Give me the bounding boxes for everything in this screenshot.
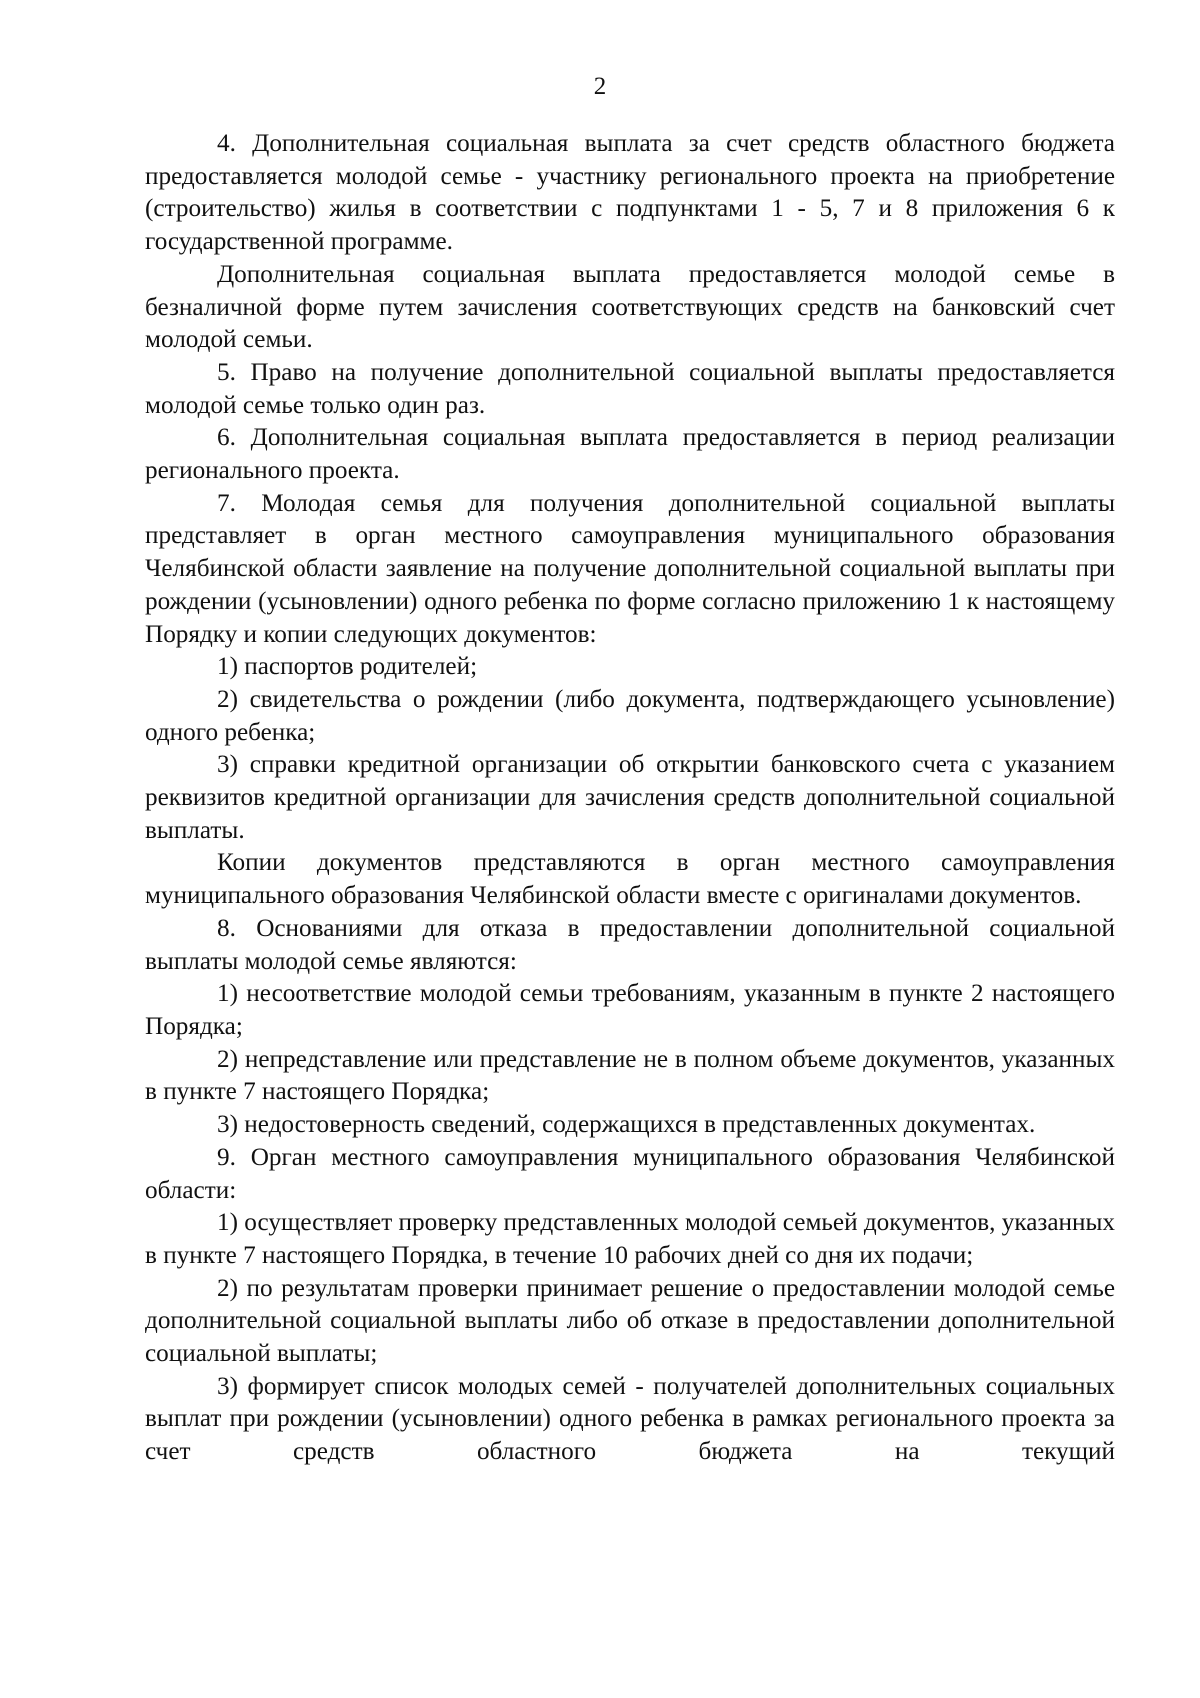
paragraph: 5. Право на получение дополнительной социальной выплаты предоставляется молодой семье только один раз. <box>145 358 1115 419</box>
paragraph: 4. Дополнительная социальная выплата за счет средств областного бюджета предоставляется молодой семье - участнику регионального проекта на приобретение (строительство) жилья в соответствии с подпунктами 1 - 5, 7 и 8 приложения 6 к государственной программе. <box>145 130 1115 256</box>
list-item: 1) осуществляет проверку представленных молодой семьей документов, указанных в пункте 7 настоящего Порядка, в течение 10 рабочих дней со дня их подачи; <box>145 1209 1115 1269</box>
list-item: 2) непредставление или представление не в полном объеме документов, указанных в пункте 7 настоящего Порядка; <box>145 1045 1115 1106</box>
paragraph: 8. Основаниями для отказа в предоставлении дополнительной социальной выплаты молодой семье являются: <box>145 914 1115 975</box>
list-item: 2) по результатам проверки принимает решение о предоставлении молодой семье дополнительной социальной выплаты либо об отказе в предоставлении дополнительной социальной выплаты; <box>145 1274 1115 1368</box>
paragraph: 7. Молодая семья для получения дополнительной социальной выплаты представляет в орган местного самоуправления муниципального образования Челябинской области заявление на получение дополнительной социальной выплаты при рождении (усыновлении) одного ребенка по форме согласно приложению 1 к настоящему Порядку и копии следующих документов: <box>145 489 1115 648</box>
paragraph: 6. Дополнительная социальная выплата предоставляется в период реализации регионального проекта. <box>145 424 1115 485</box>
document-body <box>145 128 1115 1469</box>
page-number: 2 <box>593 73 607 100</box>
list-item: 3) формирует список молодых семей - получателей дополнительных социальных выплат при рождении (усыновлении) одного ребенка в рамках регионального проекта за счет средств областного бюджета на текущий <box>145 1372 1115 1466</box>
list-item: 3) справки кредитной организации об открытии банковского счета с указанием реквизитов кредитной организации для зачисления средств дополнительной социальной выплаты. <box>145 751 1115 844</box>
paragraph: Копии документов представляются в орган местного самоуправления муниципального образования Челябинской области вместе с оригиналами документов. <box>145 849 1115 910</box>
list-item: 1) несоответствие молодой семьи требованиям, указанным в пункте 2 настоящего Порядка; <box>145 980 1115 1040</box>
list-item: 1) паспортов родителей; <box>217 653 478 681</box>
list-item: 3) недостоверность сведений, содержащихся в представленных документах. <box>217 1111 1036 1139</box>
list-item: 2) свидетельства о рождении (либо документа, подтверждающего усыновление) одного ребенка; <box>145 685 1115 746</box>
paragraph: Дополнительная социальная выплата предоставляется молодой семье в безналичной форме путем зачисления соответствующих средств на банковский счет молодой семьи. <box>145 260 1115 354</box>
paragraph: 9. Орган местного самоуправления муниципального образования Челябинской области: <box>145 1143 1115 1204</box>
